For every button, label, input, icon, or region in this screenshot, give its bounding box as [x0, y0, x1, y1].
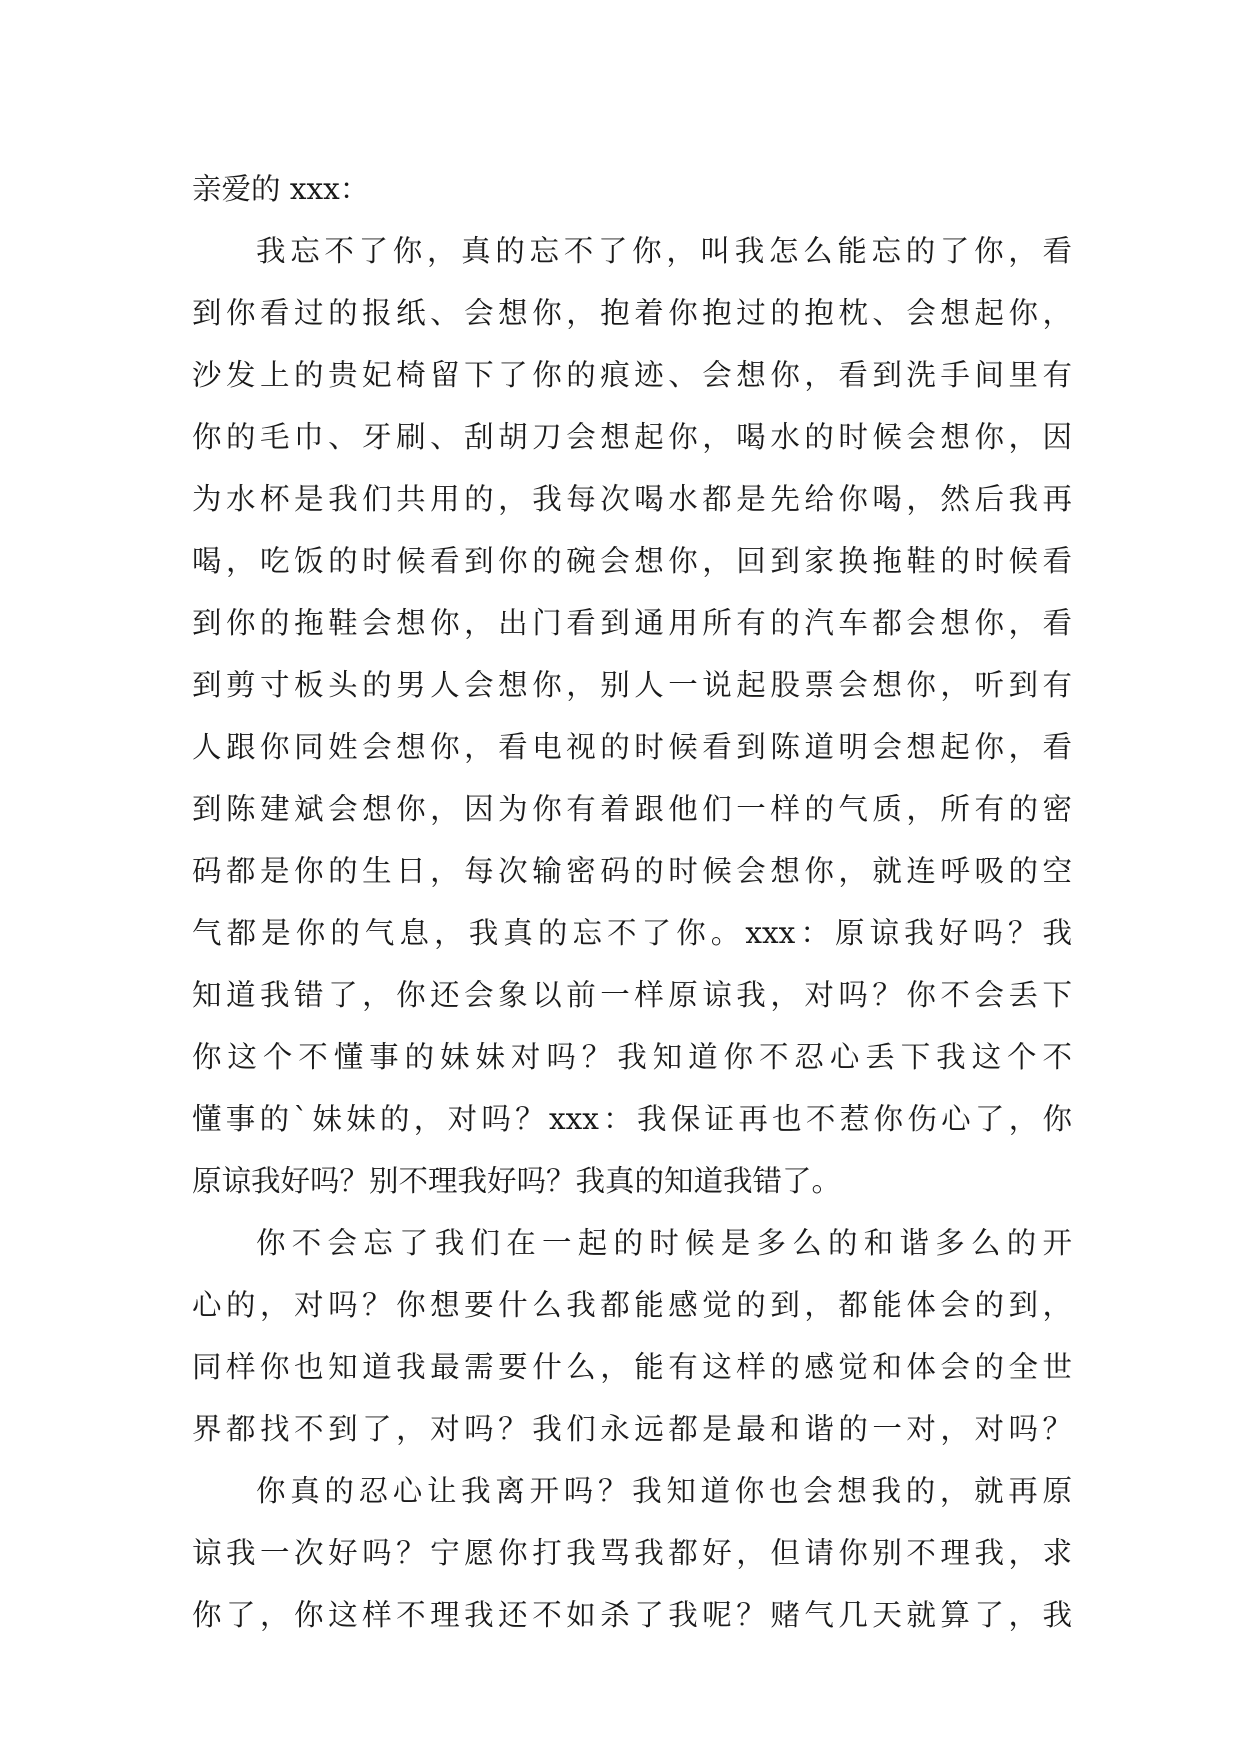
paragraph-line: 喝，吃饭的时候看到你的碗会想你，回到家换拖鞋的时候看 [192, 544, 1072, 578]
paragraph-line: 为水杯是我们共用的，我每次喝水都是先给你喝，然后我再 [192, 482, 1072, 516]
paragraph-line: 你的毛巾、牙刷、刮胡刀会想起你，喝水的时候会想你，因 [192, 420, 1072, 454]
paragraph-line: 沙发上的贵妃椅留下了你的痕迹、会想你，看到洗手间里有 [192, 358, 1072, 392]
paragraph-line: 知道我错了，你还会象以前一样原谅我，对吗？你不会丢下 [192, 978, 1072, 1012]
paragraph-line: 我忘不了你，真的忘不了你，叫我怎么能忘的了你，看 [256, 234, 1072, 268]
paragraph-line: 气都是你的气息，我真的忘不了你。xxx：原谅我好吗？我 [192, 916, 1072, 950]
paragraph-line: 原谅我好吗？别不理我好吗？我真的知道我错了。 [192, 1164, 842, 1198]
paragraph-line: 谅我一次好吗？宁愿你打我骂我都好，但请你别不理我，求 [192, 1536, 1072, 1570]
paragraph-line: 你了，你这样不理我还不如杀了我呢？赌气几天就算了，我 [192, 1598, 1072, 1632]
paragraph-line: 你不会忘了我们在一起的时候是多么的和谐多么的开 [256, 1226, 1072, 1260]
paragraph-line: 同样你也知道我最需要什么，能有这样的感觉和体会的全世 [192, 1350, 1072, 1384]
salutation: 亲爱的 xxx： [192, 172, 370, 206]
letter-body [192, 158, 1072, 1646]
paragraph-line: 人跟你同姓会想你，看电视的时候看到陈道明会想起你，看 [192, 730, 1072, 764]
paragraph-line: 到你的拖鞋会想你，出门看到通用所有的汽车都会想你，看 [192, 606, 1072, 640]
paragraph-line: 码都是你的生日，每次输密码的时候会想你，就连呼吸的空 [192, 854, 1072, 888]
paragraph-line: 到你看过的报纸、会想你，抱着你抱过的抱枕、会想起你， [192, 296, 1072, 330]
paragraph-line: 你真的忍心让我离开吗？我知道你也会想我的，就再原 [256, 1474, 1072, 1508]
paragraph-line: 心的，对吗？你想要什么我都能感觉的到，都能体会的到， [192, 1288, 1072, 1322]
paragraph-line: 界都找不到了，对吗？我们永远都是最和谐的一对，对吗？ [192, 1412, 1072, 1446]
paragraph-line: 到剪寸板头的男人会想你，别人一说起股票会想你，听到有 [192, 668, 1072, 702]
paragraph-line: 到陈建斌会想你，因为你有着跟他们一样的气质，所有的密 [192, 792, 1072, 826]
paragraph-line: 你这个不懂事的妹妹对吗？我知道你不忍心丢下我这个不 [192, 1040, 1072, 1074]
paragraph-line: 懂事的`妹妹的，对吗？xxx：我保证再也不惹你伤心了，你 [192, 1102, 1072, 1136]
paragraph-1 [192, 220, 1072, 1212]
paragraph-3 [192, 1460, 1072, 1646]
paragraph-2 [192, 1212, 1072, 1460]
